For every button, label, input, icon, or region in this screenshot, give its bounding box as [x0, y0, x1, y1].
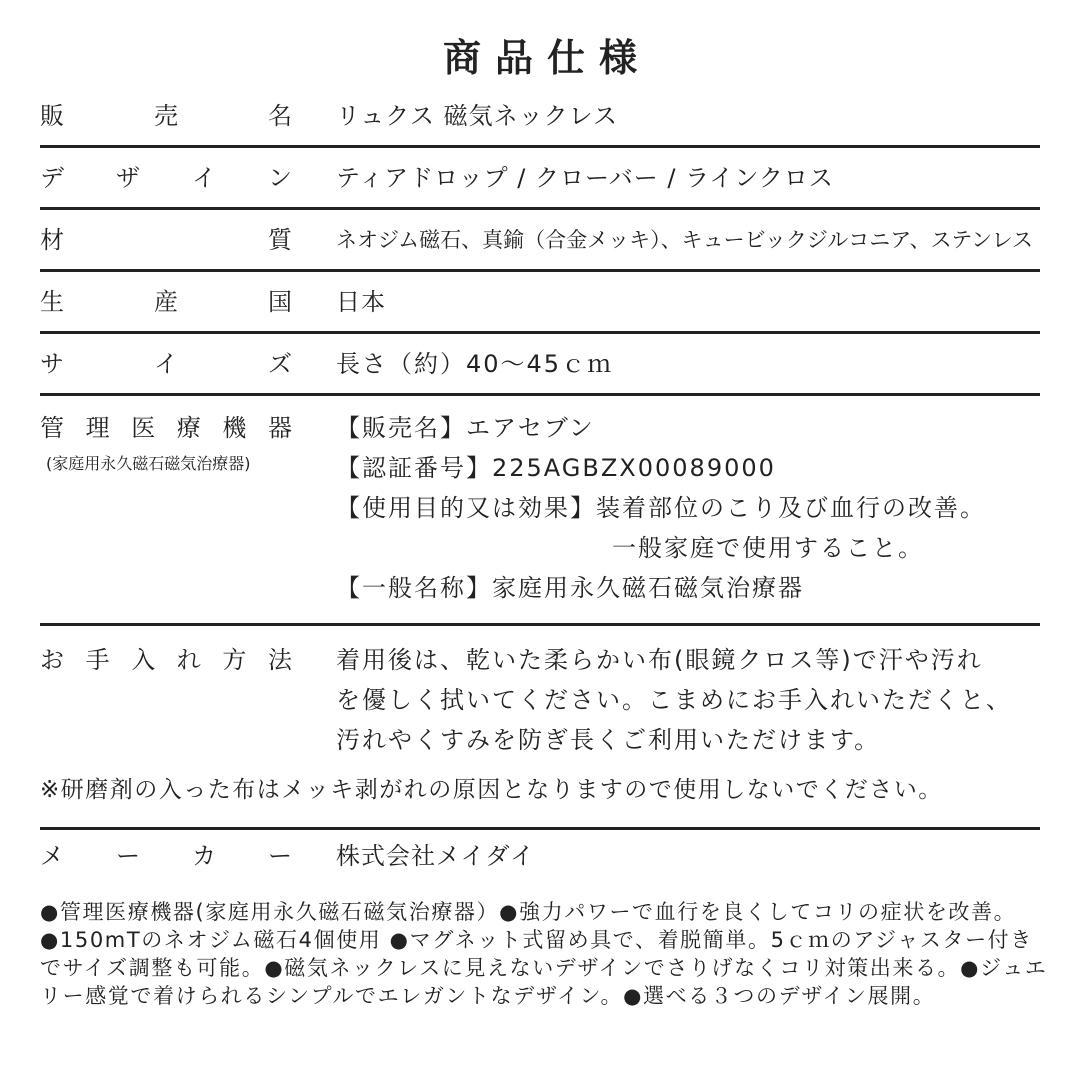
spec-label — [40, 836, 292, 876]
label-char: 理 — [85, 414, 110, 442]
label-char: 販 — [40, 102, 64, 130]
spec-value: リュクス 磁気ネックレス — [336, 102, 618, 130]
spec-label — [40, 220, 292, 260]
spec-label — [40, 640, 292, 680]
label-char: お — [40, 646, 64, 674]
spec-label — [40, 344, 292, 384]
divider — [40, 269, 1040, 272]
label-char: 法 — [267, 646, 292, 674]
spec-value: ネオジム磁石、真鍮（合金メッキ）、キュービックジルコニア、ステンレス — [336, 228, 1033, 252]
generic-name-line: 【一般名称】家庭用永久磁石磁気治療器 — [336, 574, 804, 602]
spec-value: 株式会社メイダイ — [336, 842, 536, 870]
spec-sublabel: (家庭用永久磁石磁気治療器) — [46, 454, 251, 473]
sales-name-line: 【販売名】エアセブン — [336, 414, 595, 442]
label-char: 機 — [222, 414, 247, 442]
divider — [40, 623, 1040, 626]
label-char: 手 — [85, 646, 110, 674]
spec-label — [40, 408, 292, 448]
label-char: 質 — [268, 226, 292, 254]
label-char: ー — [116, 842, 140, 870]
care-line: を優しく拭いてください。こまめにお手入れいただくと、 — [336, 686, 1012, 714]
spec-value-lines — [336, 408, 986, 608]
label-char: 入 — [131, 646, 156, 674]
label-char: 生 — [40, 288, 64, 316]
spec-value-lines — [336, 640, 1012, 760]
label-char: サ — [40, 350, 64, 378]
spec-value: 長さ（約）40～45ｃｍ — [336, 350, 614, 378]
label-char: イ — [154, 350, 178, 378]
care-line: 着用後は、乾いた柔らかい布(眼鏡クロス等)で汗や汚れ — [336, 646, 983, 674]
label-char: 売 — [154, 102, 178, 130]
divider — [40, 207, 1040, 210]
purpose-line-continued: 一般家庭で使用すること。 — [612, 534, 924, 562]
divider — [40, 145, 1040, 148]
label-char: メ — [40, 842, 64, 870]
label-char: 材 — [40, 226, 64, 254]
label-char: カ — [192, 842, 216, 870]
label-char: イ — [192, 164, 216, 192]
label-char: れ — [176, 646, 201, 674]
spec-label — [40, 282, 292, 322]
spec-label — [40, 158, 292, 198]
label-char: 器 — [267, 414, 292, 442]
label-char: 医 — [131, 414, 156, 442]
label-char: 名 — [268, 102, 292, 130]
page-title: 商品仕様 — [442, 36, 651, 80]
care-note: ※研磨剤の入った布はメッキ剥がれの原因となりますので使用しないでください。 — [40, 777, 943, 803]
label-char: 産 — [154, 288, 178, 316]
label-char: デ — [40, 164, 64, 192]
feature-list: ●管理医療機器(家庭用永久磁石磁気治療器）●強力パワーで血行を良くしてコリの症状を改善。●150mTのネオジム磁石4個使用 ●マグネット式留め具で、着脱簡単。5ｃｍのアジャスター付きでサイズ調整も可能。●磁気ネックレスに見えないデザインでさりげなくコリ対策出来る。●ジュエリー感覚で着けられるシンプルでエレガントなデザイン。●選べる３つのデザイン展開。 — [40, 900, 1048, 1008]
label-char: ン — [268, 164, 292, 192]
care-line: 汚れやくすみを防ぎ長くご利用いただけます。 — [336, 726, 881, 754]
label-char: 管 — [40, 414, 64, 442]
spec-value: 日本 — [336, 288, 386, 316]
spec-label — [40, 96, 292, 136]
label-char: 方 — [222, 646, 247, 674]
divider — [40, 331, 1040, 334]
label-char: 国 — [268, 288, 292, 316]
purpose-line: 【使用目的又は効果】装着部位のこり及び血行の改善。 — [336, 494, 986, 522]
label-char: ザ — [116, 164, 140, 192]
divider — [40, 393, 1040, 396]
certification-number-line: 【認証番号】225AGBZX00089000 — [336, 454, 776, 482]
label-char: ズ — [268, 350, 292, 378]
spec-value: ティアドロップ / クローバー / ラインクロス — [336, 164, 834, 192]
label-char: 療 — [176, 414, 201, 442]
divider — [40, 827, 1040, 830]
label-char: ー — [268, 842, 292, 870]
